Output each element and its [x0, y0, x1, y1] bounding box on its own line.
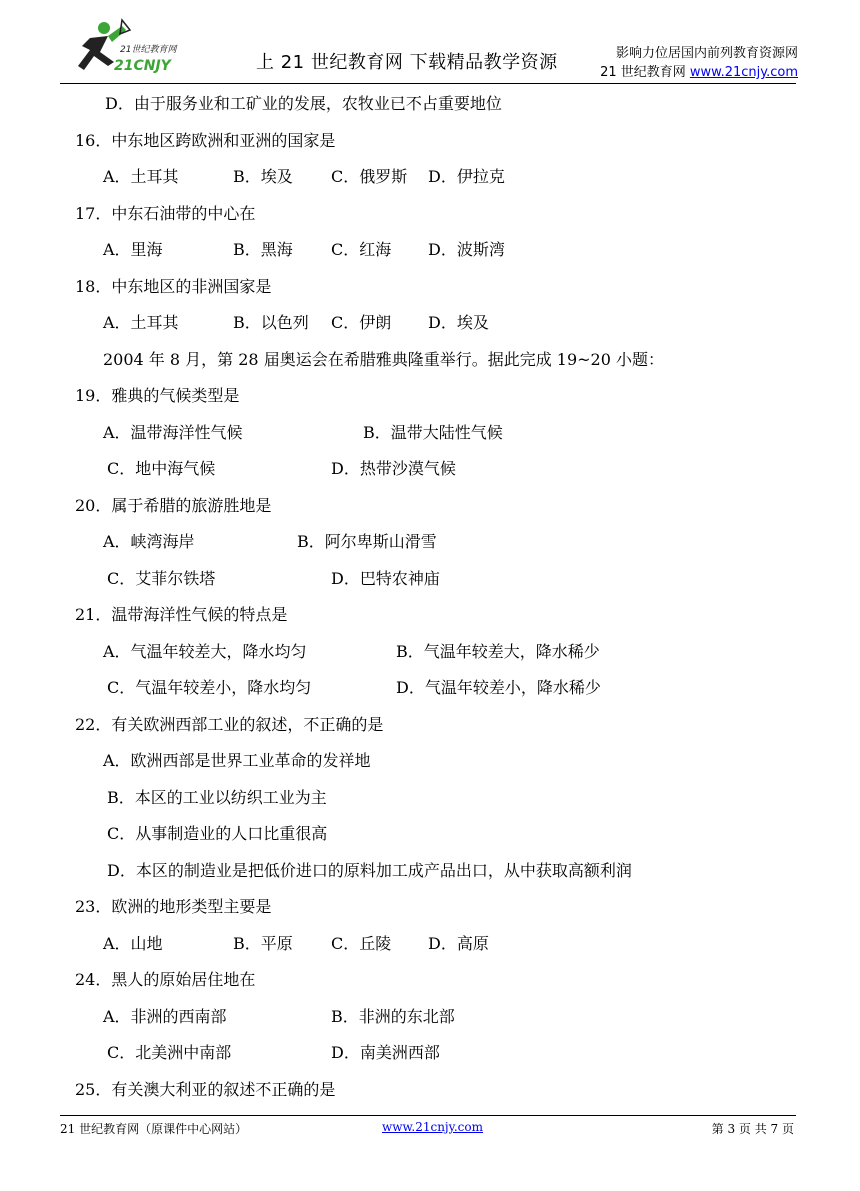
question-22: 22．有关欧洲西部工业的叙述，不正确的是: [75, 714, 384, 734]
option-d: D．高原: [428, 933, 489, 953]
option-c: C．红海: [331, 240, 392, 259]
question-19-options-row2: [75, 451, 795, 488]
header-site-name: 21 世纪教育网: [600, 65, 690, 80]
question-21: 21．温带海洋性气候的特点是: [75, 605, 288, 624]
question-16-options: [75, 159, 795, 196]
footer-site-name: 21 世纪教育网（原课件中心网站）: [60, 1122, 248, 1136]
question-23-options: [75, 926, 795, 963]
option-c: C．艾菲尔铁塔: [107, 568, 216, 588]
page-header: [60, 12, 800, 82]
question-17: 17．中东石油带的中心在: [75, 203, 256, 223]
question-22-option-a: A．欧洲西部是世界工业革命的发祥地: [103, 751, 371, 770]
question-22-option-d: D．本区的制造业是把低价进口的原料加工成产品出口，从中获取高额利润: [107, 860, 632, 880]
header-title: 上 21 世纪教育网 下载精品教学资源: [256, 52, 558, 73]
header-tagline-line1: 影响力位居国内前列教育资源网: [615, 46, 798, 61]
option-b: B．温带大陆性气候: [363, 422, 503, 442]
header-divider: [60, 83, 796, 84]
option-a: A．土耳其: [103, 167, 179, 186]
option-a: A．气温年较差大，降水均匀: [103, 641, 307, 661]
question-21-options-row2: [75, 670, 795, 707]
question-20-options-row1: [75, 524, 795, 561]
question-21-options-row1: [75, 634, 795, 671]
option-b: B．平原: [233, 933, 293, 953]
page-footer: [60, 1120, 796, 1140]
option-d: D．伊拉克: [428, 167, 505, 186]
option-a: A．土耳其: [103, 313, 179, 332]
option-d: D．热带沙漠气候: [331, 459, 456, 478]
page-number: 第 3 页 共 7 页: [711, 1122, 794, 1136]
option-d: D．南美洲西部: [331, 1043, 440, 1062]
question-25: 25．有关澳大利亚的叙述不正确的是: [75, 1079, 336, 1099]
option-b: B．黑海: [233, 240, 293, 259]
option-a: A．峡湾海岸: [103, 532, 195, 551]
option-a: A．里海: [103, 240, 163, 259]
question-20: 20．属于希腊的旅游胜地是: [75, 495, 272, 515]
option-d: D．巴特农神庙: [331, 568, 440, 588]
21cnjy-logo: [60, 16, 190, 80]
question-17-options: [75, 232, 795, 269]
option-b: B．阿尔卑斯山滑雪: [297, 532, 437, 551]
question-22-option-b: B．本区的工业以纺织工业为主: [107, 787, 327, 807]
option-d: D．气温年较差小，降水稀少: [396, 678, 601, 697]
question-22-option-c: C．从事制造业的人口比重很高: [107, 824, 328, 843]
question-19: 19．雅典的气候类型是: [75, 386, 240, 405]
passage-intro: 2004 年 8 月，第 28 届奥运会在希腊雅典隆重举行。据此完成 19~20 小题：: [103, 349, 664, 369]
question-19-options-row1: [75, 415, 795, 452]
header-site-link[interactable]: www.21cnjy.com: [689, 65, 798, 80]
question-list: [75, 86, 795, 1108]
question-18-options: [75, 305, 795, 342]
option-b: B．非洲的东北部: [331, 1006, 455, 1026]
option-d: D．埃及: [428, 313, 489, 332]
footer-site-link[interactable]: www.21cnjy.com: [382, 1120, 483, 1134]
header-tagline-line2: [600, 63, 798, 82]
header-tagline: [600, 44, 798, 82]
question-16: 16．中东地区跨欧洲和亚洲的国家是: [75, 130, 336, 150]
logo-top-text: 21世纪教育网: [120, 45, 177, 55]
option-c: C．气温年较差小，降水均匀: [107, 678, 312, 697]
option-c: C．伊朗: [331, 313, 392, 332]
option-c: C．俄罗斯: [331, 167, 408, 186]
option-c: C．丘陵: [331, 933, 392, 953]
question-24-options-row1: [75, 999, 795, 1036]
question-24-options-row2: [75, 1035, 795, 1072]
option-b: B．埃及: [233, 167, 293, 186]
footer-divider: [60, 1115, 796, 1116]
option-c: C．北美洲中南部: [107, 1043, 232, 1062]
question-24: 24．黑人的原始居住地在: [75, 970, 256, 989]
question-23: 23．欧洲的地形类型主要是: [75, 897, 272, 916]
question-15-option-d: D．由于服务业和工矿业的发展，农牧业已不占重要地位: [105, 94, 502, 113]
logo-bottom-text: 21CNJY: [114, 58, 171, 74]
option-c: C．地中海气候: [107, 459, 216, 478]
option-a: A．非洲的西南部: [103, 1006, 227, 1026]
question-20-options-row2: [75, 561, 795, 598]
option-a: A．山地: [103, 933, 163, 953]
option-b: B．以色列: [233, 313, 309, 332]
option-b: B．气温年较差大，降水稀少: [396, 641, 600, 661]
option-a: A．温带海洋性气候: [103, 422, 243, 442]
option-d: D．波斯湾: [428, 240, 505, 259]
question-18: 18．中东地区的非洲国家是: [75, 276, 272, 296]
